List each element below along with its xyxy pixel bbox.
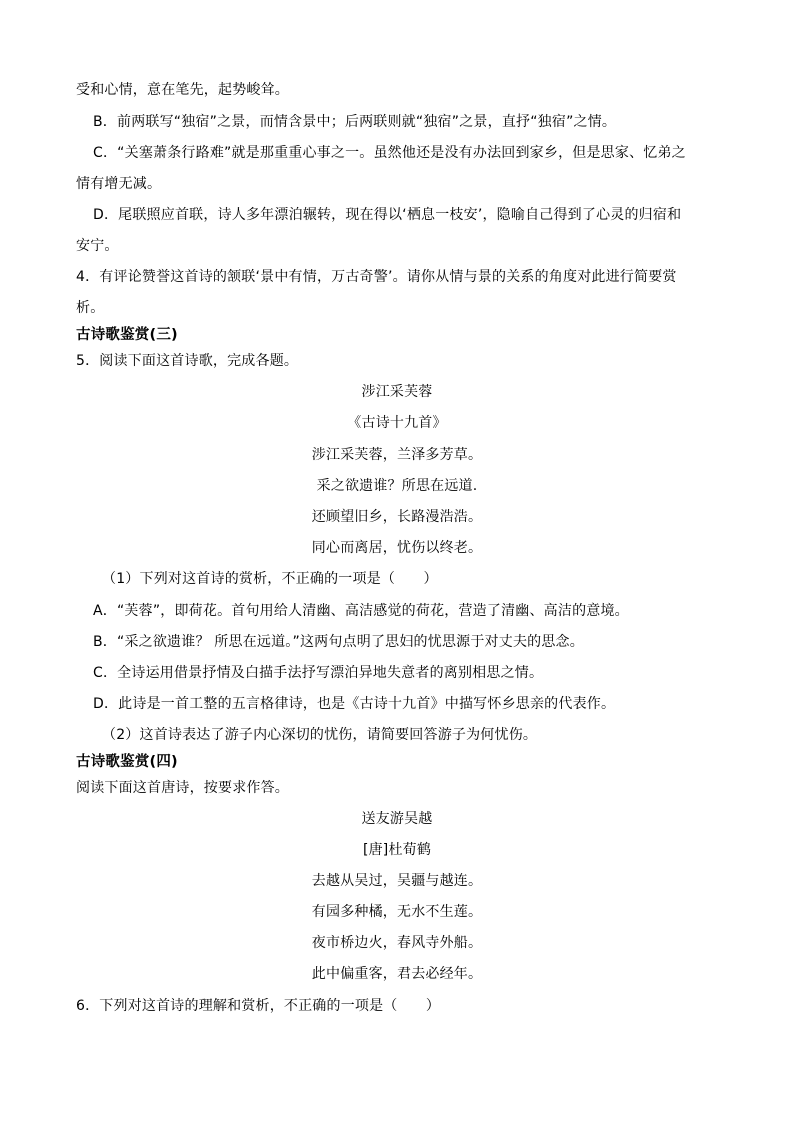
option-c-continuation: 情有增无减。 bbox=[76, 176, 162, 192]
poem-line: 去越从吴过，吴疆与越连。 bbox=[311, 873, 483, 889]
sub-question-1: （1）下列对这首诗的赏析，不正确的一项是（ ） bbox=[102, 571, 438, 587]
question-4: 4．有评论赞誉这首诗的颔联‘景中有情，万古奇警’。请你从情与景的关系的角度对此进行简要赏 bbox=[76, 269, 677, 285]
question-6: 6．下列对这首诗的理解和赏析，不正确的一项是（ ） bbox=[76, 998, 441, 1014]
poem-line: 夜市桥边火，春风寺外船。 bbox=[311, 935, 483, 951]
instruction: 阅读下面这首唐诗，按要求作答。 bbox=[76, 780, 289, 796]
poem-title: 送友游吴越 bbox=[361, 811, 433, 827]
option-d-continuation: 安宁。 bbox=[76, 238, 119, 254]
question-4-continuation: 析。 bbox=[76, 300, 105, 316]
poem-line: 此中偏重客，君去必经年。 bbox=[311, 966, 483, 982]
poem-source: 《古诗十九首》 bbox=[347, 415, 447, 431]
poem-title: 涉江采芙蓉 bbox=[361, 384, 433, 400]
poem-author: [唐]杜荀鹤 bbox=[362, 842, 432, 858]
sub-question-2: （2）这首诗表达了游子内心深切的忧伤，请简要回答游子为何忧伤。 bbox=[102, 727, 538, 743]
option-c: C．全诗运用借景抒情及白描手法抒写漂泊异地失意者的离别相思之情。 bbox=[93, 665, 544, 681]
poem-line: 采之欲遗谁？所思在远道. bbox=[316, 478, 478, 494]
section-heading-4: 古诗歌鉴赏(四) bbox=[76, 754, 178, 770]
poem-line: 涉江采芙蓉，兰泽多芳草。 bbox=[311, 447, 483, 463]
option-b: B．前两联写“独宿”之景，而情含景中；后两联则就“独宿”之景，直抒“独宿”之情。 bbox=[93, 114, 617, 130]
poem-line: 还顾望旧乡，长路漫浩浩。 bbox=[311, 509, 483, 525]
option-c: C．“关塞萧条行路难”就是那重重心事之一。虽然他还是没有办法回到家乡，但是思家、忆弟之 bbox=[93, 145, 686, 161]
option-b: B．“采之欲遗谁？ 所思在远道。”这两句点明了思妇的忧思源于对丈夫的思念。 bbox=[93, 634, 584, 650]
poem-line: 同心而离居，忧伤以终老。 bbox=[311, 540, 483, 556]
question-5: 5．阅读下面这首诗歌，完成各题。 bbox=[76, 353, 299, 369]
option-d: D．尾联照应首联，诗人多年漂泊辗转，现在得以‘栖息一枝安’，隐喻自己得到了心灵的归宿和 bbox=[93, 207, 682, 223]
section-heading-3: 古诗歌鉴赏(三) bbox=[76, 327, 178, 343]
option-a: A．“芙蓉”，即荷花。首句用给人清幽、高洁感觉的荷花，营造了清幽、高洁的意境。 bbox=[93, 603, 629, 619]
option-d: D．此诗是一首工整的五言格律诗，也是《古诗十九首》中描写怀乡思亲的代表作。 bbox=[93, 696, 616, 712]
answer-continuation: 受和心情，意在笔先，起势峻耸。 bbox=[76, 82, 289, 98]
poem-line: 有园多种橘，无水不生莲。 bbox=[311, 904, 483, 920]
